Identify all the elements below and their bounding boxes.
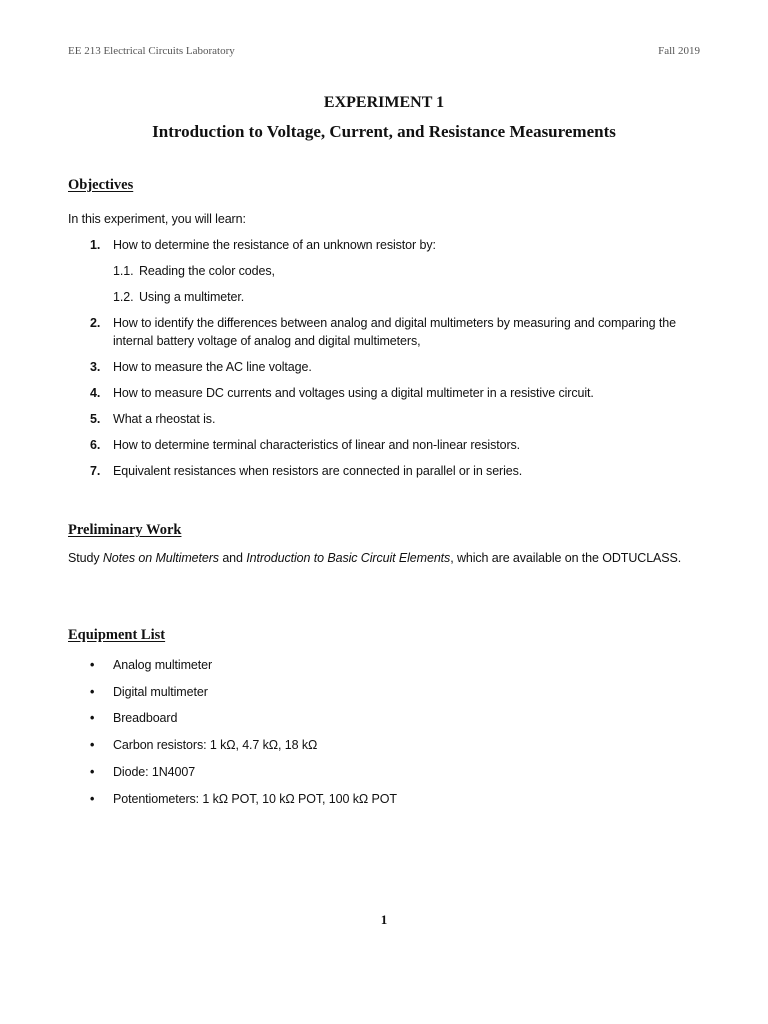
equipment-item [90, 683, 208, 701]
objective-item [90, 436, 702, 454]
elements-reference: Introduction to Basic Circuit Elements [246, 551, 451, 565]
objectives-heading: Objectives [68, 177, 134, 193]
objective-number: 1. [90, 238, 101, 252]
equipment-text: Diode: 1N4007 [113, 765, 196, 779]
subitem-text: Using a multimeter. [139, 290, 245, 304]
objectives-intro: In this experiment, you will learn: [68, 212, 246, 226]
subitem-number: 1.2. [113, 290, 134, 304]
page-header-term: Fall 2019 [658, 45, 700, 57]
bullet-icon: • [90, 685, 95, 699]
objective-text: How to measure DC currents and voltages using a digital multimeter in a resistive circuit. [113, 386, 594, 400]
equipment-text: Carbon resistors: 1 kΩ, 4.7 kΩ, 18 kΩ [113, 738, 318, 752]
objective-item [90, 384, 702, 402]
objective-subitem [113, 262, 275, 280]
objective-text: How to determine terminal characteristics of linear and non-linear resistors. [113, 438, 521, 452]
subitem-text: Reading the color codes, [139, 264, 275, 278]
objective-item [90, 236, 702, 254]
objective-number: 6. [90, 438, 101, 452]
bullet-icon: • [90, 792, 95, 806]
and-word: and [222, 551, 243, 565]
objective-text: How to determine the resistance of an unknown resistor by: [113, 238, 436, 252]
equipment-item [90, 709, 177, 727]
equipment-item [90, 736, 317, 754]
objective-text: How to identify the differences between analog and digital multimeters by measuring and comparing the internal battery voltage of analog and digital multimeters, [113, 316, 676, 348]
bullet-icon: • [90, 738, 95, 752]
study-word: Study [68, 551, 100, 565]
bullet-icon: • [90, 711, 95, 725]
bullet-icon: • [90, 765, 95, 779]
objective-number: 2. [90, 316, 101, 330]
experiment-title: EXPERIMENT 1 [323, 94, 445, 111]
objective-subitem [113, 288, 244, 306]
page-number: 1 [380, 912, 388, 927]
objective-item [90, 410, 702, 428]
equipment-text: Potentiometers: 1 kΩ POT, 10 kΩ POT, 100 kΩ POT [113, 792, 397, 806]
notes-reference: Notes on Multimeters [102, 551, 219, 565]
objective-item [90, 314, 702, 350]
preliminary-paragraph [68, 549, 700, 567]
objective-text: Equivalent resistances when resistors are connected in parallel or in series. [113, 464, 523, 478]
equipment-item [90, 656, 212, 674]
objective-number: 3. [90, 360, 101, 374]
objective-item [90, 462, 702, 480]
bullet-icon: • [90, 658, 95, 672]
page-header-course: EE 213 Electrical Circuits Laboratory [68, 45, 235, 57]
equipment-text: Digital multimeter [113, 685, 208, 699]
equipment-heading: Equipment List [68, 627, 166, 643]
equipment-text: Breadboard [113, 711, 178, 725]
experiment-subtitle: Introduction to Voltage, Current, and Resistance Measurements [152, 122, 616, 141]
subitem-number: 1.1. [113, 264, 134, 278]
availability-text: , which are available on the ODTUCLASS. [450, 551, 682, 565]
objective-number: 7. [90, 464, 101, 478]
equipment-item [90, 763, 195, 781]
objective-number: 5. [90, 412, 101, 426]
objective-number: 4. [90, 386, 101, 400]
preliminary-heading: Preliminary Work [68, 522, 182, 538]
equipment-item [90, 790, 397, 808]
equipment-text: Analog multimeter [113, 658, 213, 672]
objective-text: What a rheostat is. [113, 412, 216, 426]
objective-item [90, 358, 702, 376]
objective-text: How to measure the AC line voltage. [113, 360, 312, 374]
